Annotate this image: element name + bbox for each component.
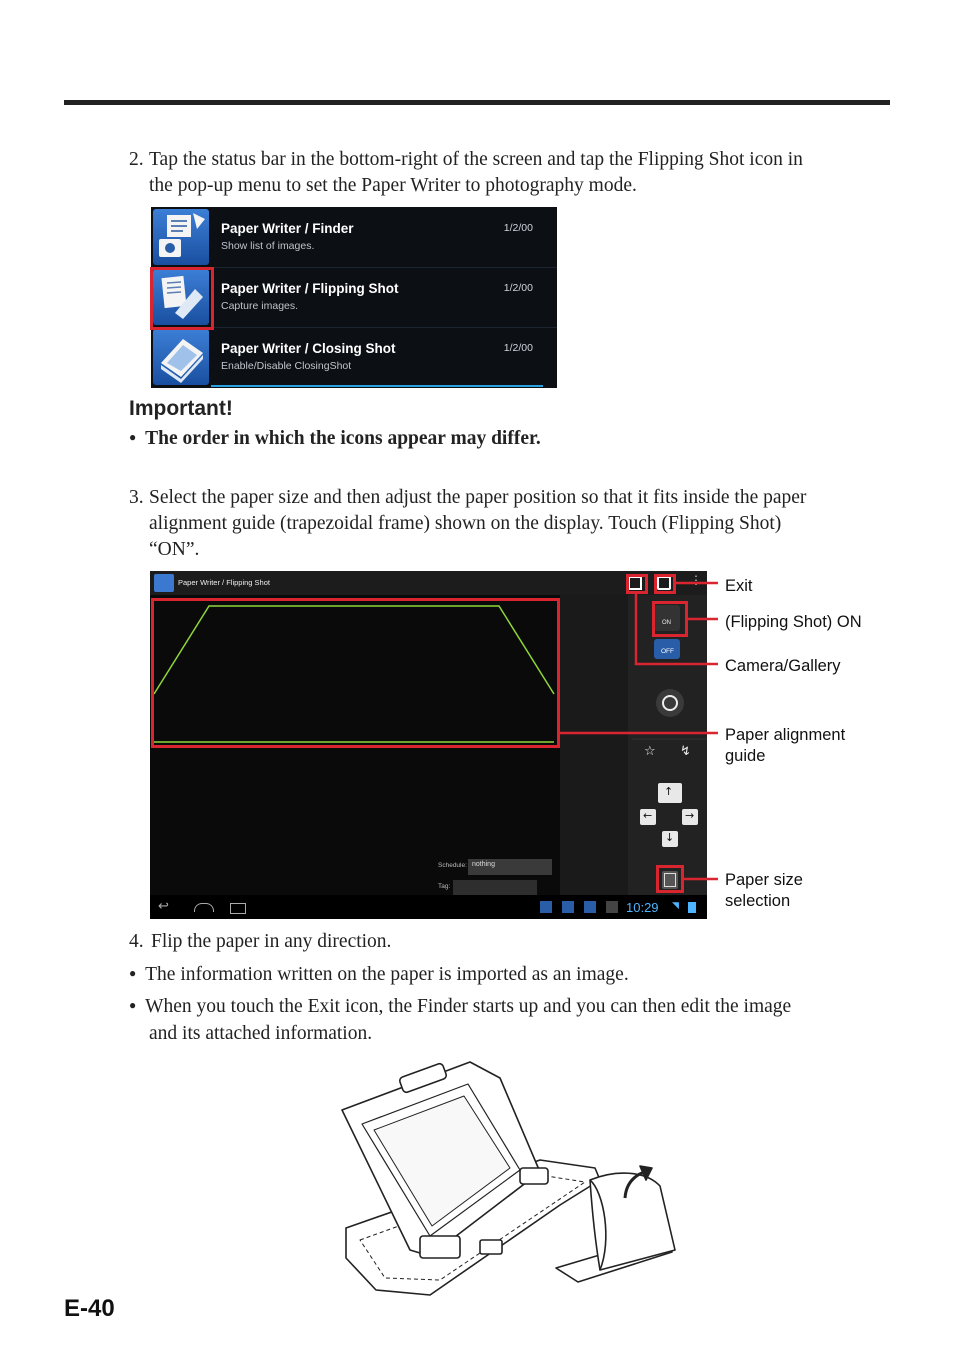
callout-paper-size [725,870,803,912]
important-note [129,428,541,450]
shutter-icon[interactable] [656,689,684,717]
step-text-line: “ON”. [149,539,200,560]
popup-item-time: 1/2/00 [503,222,533,234]
bullet-text: The information written on the paper is imported as an image. [145,964,629,985]
step-number: 4. [129,931,144,952]
callout-alignment-guide [725,725,845,767]
arrow-up-icon[interactable]: ↑ [664,785,674,798]
flipping-on-highlight [652,601,688,637]
app-title: Paper Writer / Flipping Shot [178,578,270,587]
bullet-dot: ● [129,430,137,444]
arrow-down-icon[interactable]: ↓ [665,831,675,844]
step-number: 2. [129,149,144,170]
popup-item-time: 1/2/00 [503,282,533,294]
popup-item-subtitle: Show list of images. [221,240,315,252]
callout-line: guide [725,747,766,765]
callout-line: selection [725,892,791,910]
alignment-guide-highlight [151,598,560,748]
bullet-dot: ● [129,998,137,1012]
callout-line: Paper alignment [725,726,846,744]
flipping-shot-highlight [150,267,214,330]
step-text-line: Select the paper size and then adjust the paper position so that it fits inside the paper [149,487,807,508]
step-number: 3. [129,487,144,508]
flipping-shot-on-button[interactable]: ON [662,620,671,626]
bullet-dot: ● [129,966,137,980]
finder-icon [153,209,209,265]
arrow-left-icon[interactable]: ← [643,809,653,822]
popup-item-title: Paper Writer / Closing Shot [221,341,396,356]
clock: 10:29 [626,900,659,915]
back-icon[interactable]: ↩ [158,899,169,914]
paper-size-highlight [656,865,684,893]
camera-gallery-highlight [654,574,676,594]
step-text-line: alignment guide (trapezoidal frame) shown on the display. Touch (Flipping Shot) [149,513,782,534]
wifi-icon: ◥ [672,901,679,911]
star-icon[interactable]: ☆ [644,744,656,759]
bullet-text: and its attached information. [149,1023,373,1044]
step-2 [129,147,909,201]
bullet-text: When you touch the Exit icon, the Finder starts up and you can then edit the image [145,996,792,1017]
note-text: The order in which the icons appear may differ. [145,428,541,449]
bullet-item [129,994,919,1046]
fold-icon[interactable]: ↯ [680,744,691,759]
popup-item-subtitle: Capture images. [221,300,299,312]
popup-divider [211,385,543,387]
callout-flipping-on: (Flipping Shot) ON [725,613,862,631]
schedule-label: Schedule: [438,862,467,869]
page-number: E-40 [64,1295,115,1322]
callout-line: Paper size [725,871,803,889]
callout-exit: Exit [725,577,753,595]
recent-apps-icon[interactable] [230,903,246,914]
bullet-item [129,962,889,989]
step-text-line: Flip the paper in any direction. [151,931,392,952]
step-3 [129,485,919,565]
schedule-field[interactable]: nothing [472,861,495,868]
popup-item-title: Paper Writer / Flipping Shot [221,281,399,296]
popup-item-subtitle: Enable/Disable ClosingShot [221,360,352,372]
important-heading: Important! [129,397,233,420]
step-text-line: the pop-up menu to set the Paper Writer to photography mode. [149,175,637,196]
popup-item-finder[interactable] [151,207,557,268]
popup-item-time: 1/2/00 [503,342,533,354]
tag-label: Tag: [438,883,451,890]
home-icon[interactable] [194,903,214,912]
step-text-line: Tap the status bar in the bottom-right of the screen and tap the Flipping Shot icon in [149,149,803,170]
exit-highlight [626,574,648,594]
popup-item-title: Paper Writer / Finder [221,221,354,236]
battery-icon [688,902,696,913]
step-4 [129,929,829,955]
closing-shot-off-button[interactable]: OFF [661,648,674,655]
popup-item-closing-shot[interactable] [151,327,557,387]
arrow-right-icon[interactable]: → [685,809,695,822]
closing-shot-icon [153,329,209,385]
menu-dots-icon[interactable]: ⋮ [690,573,702,587]
header-rule [64,100,890,105]
callout-camera-gallery: Camera/Gallery [725,657,841,675]
